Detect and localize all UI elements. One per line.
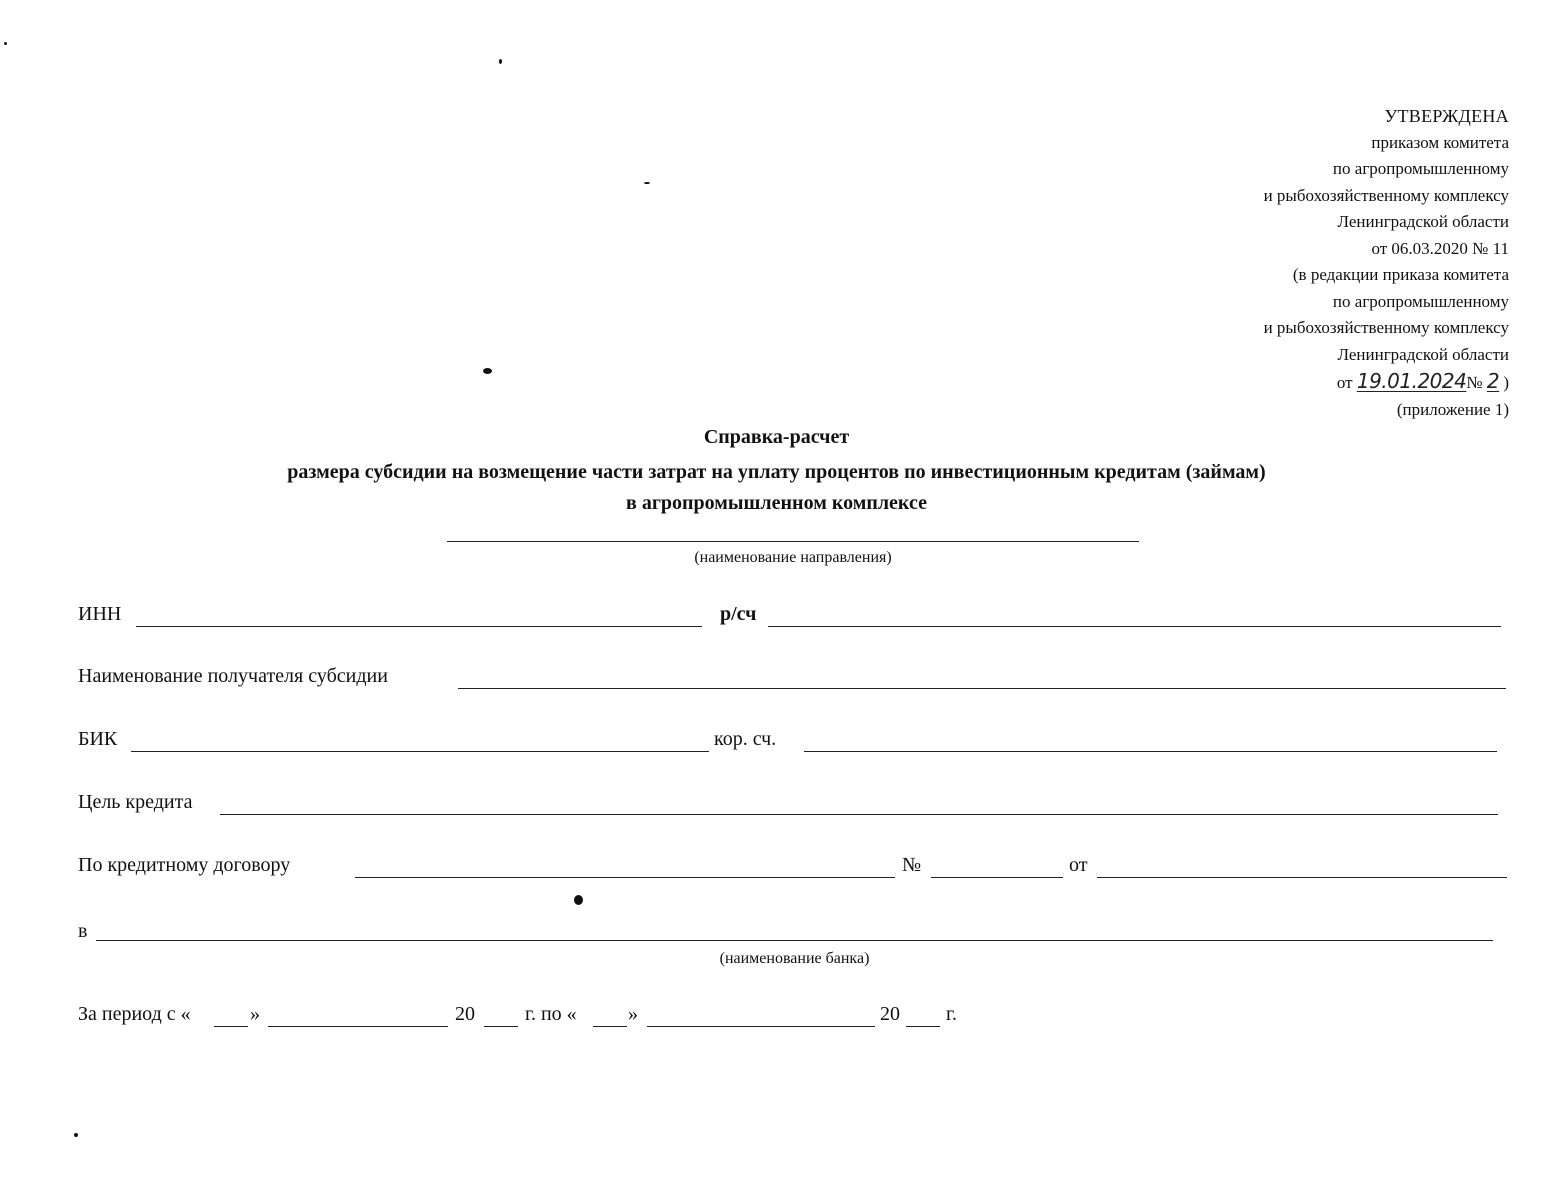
inn-field-line[interactable] (136, 626, 702, 627)
scan-speck (74, 1133, 78, 1137)
bik-label: БИК (78, 728, 118, 750)
edition-close: ) (1503, 373, 1509, 392)
period-year-2: 20 (880, 1003, 900, 1025)
period-end: г. (946, 1003, 957, 1025)
recipient-field-line[interactable] (458, 688, 1506, 689)
contract-date-field-line[interactable] (1097, 877, 1507, 878)
edition-prefix: от (1336, 373, 1353, 392)
document-subtitle-2: в агропромышленном комплексе (626, 492, 927, 514)
approval-order-date: от 06.03.2020 № 11 (1371, 238, 1509, 258)
period-start-year-line[interactable] (484, 1026, 518, 1027)
purpose-field-line[interactable] (220, 814, 1498, 815)
bank-field-line[interactable] (96, 940, 1493, 941)
approval-line: Ленинградской области (1337, 212, 1509, 231)
appendix-note: (приложение 1) (1396, 399, 1509, 419)
approval-line: и рыбохозяйственному комплексу (1263, 185, 1509, 205)
edition-date-line (1264, 368, 1509, 397)
direction-field-line[interactable] (447, 541, 1139, 542)
purpose-label: Цель кредита (78, 791, 193, 813)
bank-in-label: в (78, 920, 88, 942)
scan-speck (483, 368, 492, 374)
scan-speck (644, 182, 650, 184)
approval-line: Ленинградской области (1337, 344, 1509, 364)
approval-block (1264, 103, 1509, 423)
period-start-day-line[interactable] (214, 1026, 248, 1027)
approval-line: приказом комитета (1371, 132, 1509, 152)
contract-number-label: № (902, 854, 922, 876)
corr-account-field-line[interactable] (804, 751, 1497, 752)
inn-label: ИНН (78, 603, 122, 625)
period-end-month-line[interactable] (647, 1026, 875, 1027)
contract-label: По кредитному договору (78, 854, 291, 876)
period-prefix: За период с « (78, 1003, 191, 1025)
direction-caption: (наименование направления) (694, 549, 892, 566)
period-quote-1: » (250, 1003, 260, 1025)
approval-line: (в редакции приказа комитета (1292, 265, 1509, 284)
period-year-1: 20 (455, 1003, 475, 1025)
document-title: Справка-расчет (703, 426, 850, 448)
period-end-day-line[interactable] (593, 1026, 627, 1027)
period-quote-2: » (628, 1003, 638, 1025)
period-end-year-line[interactable] (906, 1026, 940, 1027)
contract-field-line[interactable] (355, 877, 895, 878)
handwritten-number: 2 (1486, 369, 1500, 393)
edition-number-sign: № (1466, 373, 1483, 392)
scan-speck (574, 895, 583, 905)
account-field-line[interactable] (768, 626, 1501, 627)
approval-line: и рыбохозяйственному комплексу (1263, 318, 1509, 337)
recipient-label: Наименование получателя субсидии (78, 665, 388, 687)
scan-speck (499, 59, 502, 64)
approval-line: по агропромышленному (1332, 291, 1509, 311)
document-subtitle: размера субсидии на возмещение части затрат на уплату процентов по инвестиционным кредитам (займам) (287, 461, 1266, 483)
period-mid: г. по « (525, 1003, 577, 1025)
contract-number-field-line[interactable] (931, 877, 1063, 878)
approval-heading: УТВЕРЖДЕНА (1384, 106, 1509, 126)
bank-caption: (наименование банка) (719, 950, 870, 967)
account-label: р/сч (720, 603, 757, 625)
scan-speck (4, 42, 7, 45)
contract-date-label: от (1069, 854, 1088, 876)
bik-field-line[interactable] (131, 751, 709, 752)
handwritten-date: 19.01.2024 (1356, 369, 1467, 393)
corr-account-label: кор. сч. (714, 728, 777, 750)
period-start-month-line[interactable] (268, 1026, 448, 1027)
approval-line: по агропромышленному (1332, 159, 1509, 178)
